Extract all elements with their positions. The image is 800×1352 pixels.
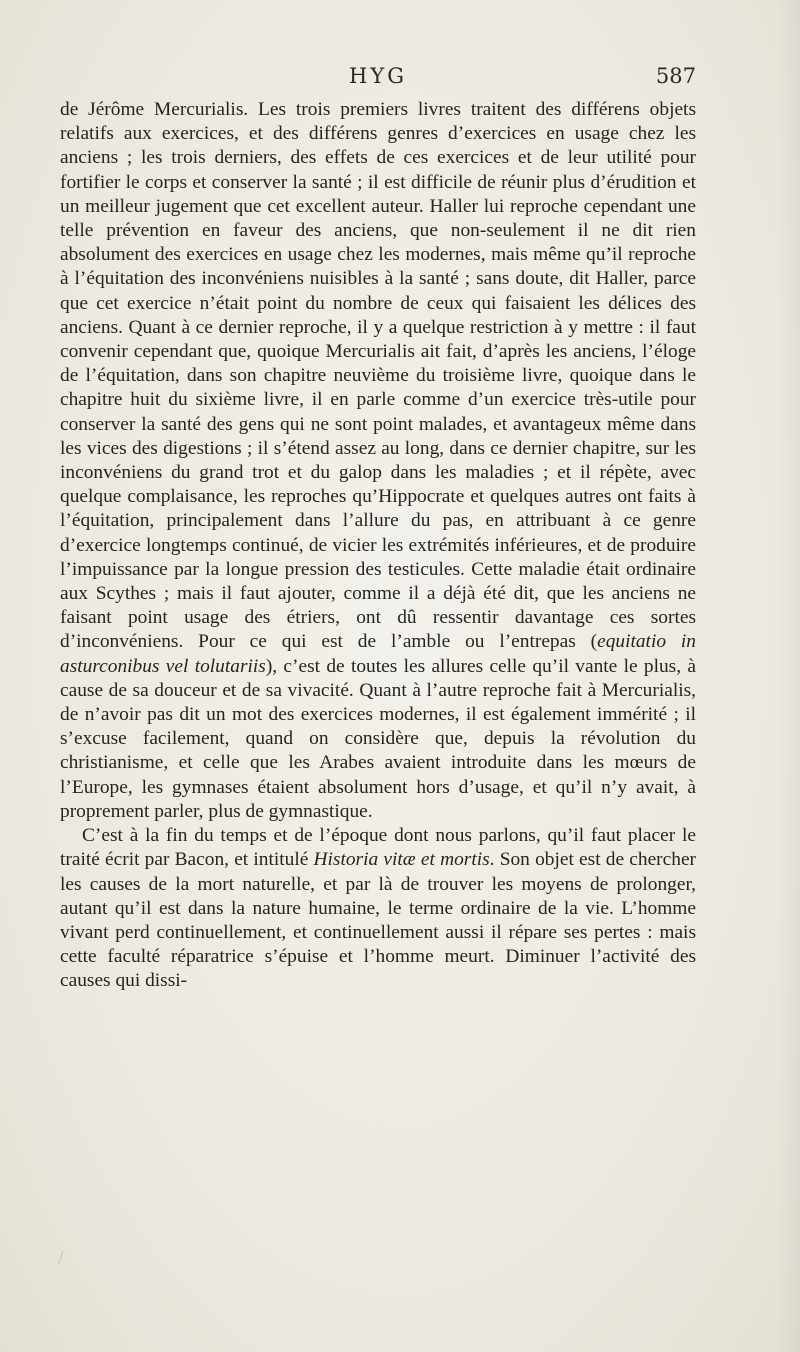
body-text xyxy=(60,98,696,994)
paragraph-1-text-a: de Jérôme Mercurialis. Les trois premiers livres traitent des différens objets relatifs aux exercices, et des différens genres d’exercices en usage chez les anciens ; les trois derniers, des effets de ces exercices et de leur utilité pour fortifier le corps et conserver la santé ; il est difficile de réunir plus d’érudition et un meilleur jugement que cet excellent auteur. Haller lui reproche cependant une telle prévention en faveur des anciens, que non-seulement il ne dit rien absolument des exercices en usage chez les modernes, mais même qu’il reproche à l’équitation des inconvéniens nuisibles à la santé ; sans doute, dit Haller, parce que cet exercice n’était point du nombre de ceux qui faisaient les délices des anciens. Quant à ce dernier reproche, il y a quelque restriction à y mettre : il faut convenir cependant que, quoique Mercurialis ait fait, d’après les anciens, l’éloge de l’équitation, dans son chapitre neuvième du troisième livre, quoique dans le chapitre huit du sixième livre, il en parle comme d’un exercice très-utile pour conserver la santé des gens qui ne sont point malades, et avantageux même dans les vices des digestions ; il s’étend assez au long, dans ce dernier chapitre, sur les inconvéniens du grand trot et du galop dans les maladies ; et il répète, avec quelque complaisance, les reproches qu’Hippocrate et quelques autres ont faits à l’équitation, principalement dans l’allure du pas, en attribuant à ce genre d’exercice longtemps continué, de vicier les extrémités inférieures, et de produire l’impuissance par la longue pression des testicules. Cette maladie était ordinaire aux Scythes ; mais il faut ajouter, comme il a déjà été dit, que les anciens ne faisant point usage des étriers, ont dû ressentir davantage ces sortes d’inconvéniens. Pour ce qui est de l’amble ou l’entrepas ( xyxy=(60,99,696,653)
page-number: 587 xyxy=(655,64,696,88)
page-header xyxy=(60,62,696,94)
paragraph-2-text-b: . Son objet est de chercher les causes de la mort naturelle, et par là de trouver les moyens de prolonger, autant qu’il est dans la nature humaine, le terme ordinaire de la vie. L’homme vivant perd continuellement, et continuellement aussi il répare ses pertes : mais cette faculté réparatrice s’épuise et l’homme meurt. Diminuer l’activité des causes qui dissi- xyxy=(60,849,697,992)
stray-pen-mark xyxy=(58,1251,71,1267)
paragraph-1-latin-phrase: equitatio in asturconibus vel tolutariis xyxy=(60,631,696,677)
running-head: HYG xyxy=(349,64,407,88)
paragraph-1 xyxy=(60,98,696,824)
paragraph-2-text-a: C’est à la fin du temps et de l’époque dont nous parlons, qu’il faut placer le traité écrit par Bacon, et intitulé xyxy=(60,825,696,871)
page-edge-shadow xyxy=(778,0,800,1352)
paragraph-2 xyxy=(60,824,696,993)
paragraph-2-book-title: Historia vitæ et mortis xyxy=(313,849,490,871)
paragraph-1-text-b: ), c’est de toutes les allures celle qu’il vante le plus, à cause de sa douceur et de sa vivacité. Quant à l’autre reproche fait à Mercurialis, de n’avoir pas dit un mot des exercices modernes, il est également immérité ; il s’excuse facilement, quand on considère que, depuis la révolution du christianisme, et celle que les Arabes avaient introduite dans les mœurs de l’Europe, les gymnases étaient absolument hors d’usage, et qu’il n’y avait, à proprement parler, plus de gymnastique. xyxy=(60,655,696,822)
